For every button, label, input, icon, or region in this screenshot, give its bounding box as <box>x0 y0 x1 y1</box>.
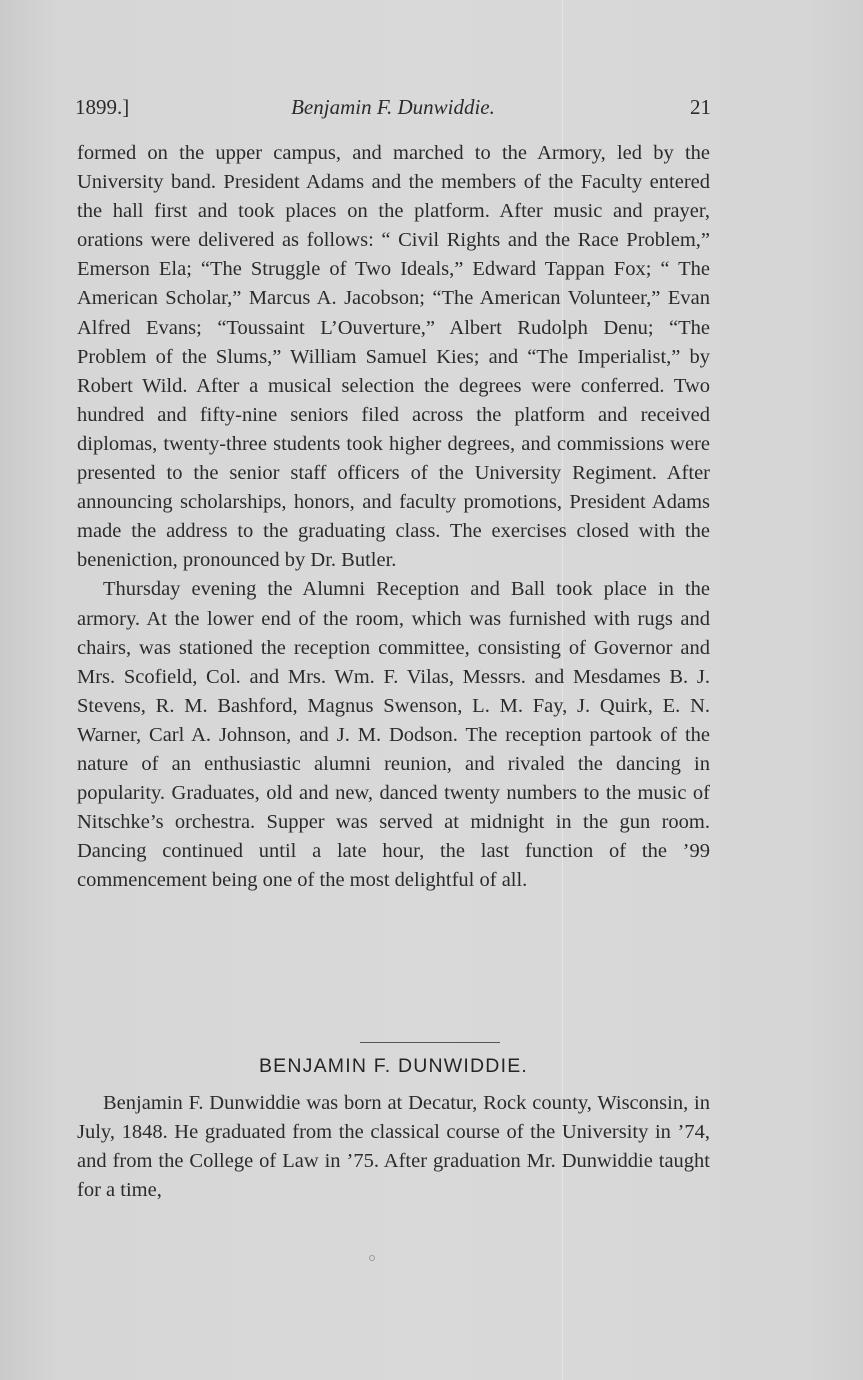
paper-speck <box>369 1255 375 1261</box>
running-head-year: 1899.] <box>75 95 130 119</box>
paragraph-commencement-exercises: formed on the upper campus, and marched to the Armory, led by the University band. President Adams and the members of the Faculty entered the hall first and took places on the platform. After music and prayer, orations were delivered as follows: “ Civil Rights and the Race Problem,” Emerson Ela; “The Struggle of Two Ideals,” Edward Tappan Fox; “ The American Scholar,” Marcus A. Jacobson; “The American Volunteer,” Evan Alfred Evans; “Toussaint L’Ouverture,” Albert Rudolph Denu; “The Problem of the Slums,” William Samuel Kies; and “The Imperialist,” by Robert Wild. After a musical selection the degrees were conferred. Two hundred and fifty-nine seniors filed across the platform and received diplomas, twenty-three students took higher degrees, and commissions were presented to the senior staff officers of the University Regiment. After announcing scholarships, honors, and faculty promotions, President Adams made the address to the graduating class. The exercises closed with the beneniction, pronounced by Dr. Butler. <box>77 142 710 572</box>
section-divider <box>360 1042 500 1043</box>
running-head <box>75 95 711 125</box>
running-head-title: Benjamin F. Dunwiddie. <box>291 95 495 119</box>
section-heading: BENJAMIN F. DUNWIDDIE. <box>258 1055 529 1077</box>
body-text-lower <box>77 1089 710 1205</box>
body-text-upper <box>77 139 710 895</box>
page-number: 21 <box>690 95 711 119</box>
paragraph-dunwiddie-biography: Benjamin F. Dunwiddie was born at Decatur, Rock county, Wisconsin, in July, 1848. He graduated from the classical course of the University in ’74, and from the College of Law in ’75. After graduation Mr. Dunwiddie taught for a time, <box>77 1092 710 1202</box>
paragraph-alumni-reception: Thursday evening the Alumni Reception and Ball took place in the armory. At the lower end of the room, which was furnished with rugs and chairs, was stationed the reception committee, consisting of Governor and Mrs. Scofield, Col. and Mrs. Wm. F. Vilas, Messrs. and Mesdames B. J. Stevens, R. M. Bashford, Magnus Swenson, L. M. Fay, J. Quirk, E. N. Warner, Carl A. Johnson, and J. M. Dodson. The reception partook of the nature of an enthusiastic alumni reunion, and rivaled the dancing in popularity. Graduates, old and new, danced twenty numbers to the music of Nitschke’s orchestra. Supper was served at midnight in the gun room. Dancing continued until a late hour, the last function of the ’99 commencement being one of the most delightful of all. <box>77 578 710 892</box>
